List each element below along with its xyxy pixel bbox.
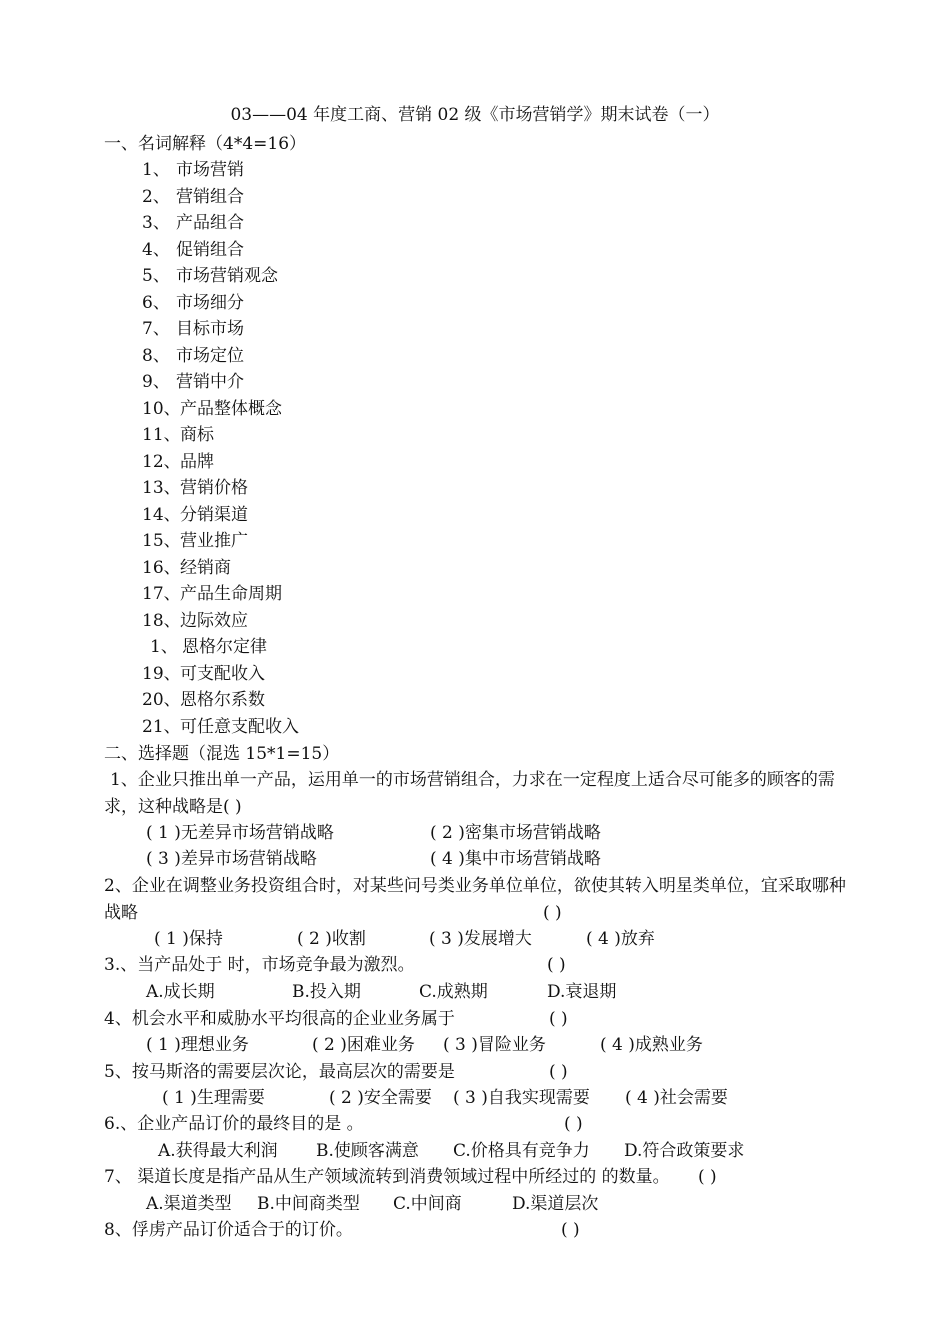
term-item — [142, 478, 248, 498]
q6-option-c: C.价格具有竞争力 — [453, 1141, 590, 1161]
term-item — [142, 425, 214, 445]
term-text: 分销渠道 — [180, 504, 248, 525]
q7-line1: 7、 渠道长度是指产品从生产领域流转到消费领域过程中所经过的 的数量。 — [104, 1167, 670, 1187]
term-text: 市场营销观念 — [176, 266, 278, 286]
term-item — [142, 213, 244, 233]
term-number: 21、 — [142, 716, 181, 737]
q6-option-a: A.获得最大利润 — [158, 1141, 278, 1161]
q6-line1: 6.、企业产品订价的最终目的是 。 — [104, 1114, 364, 1134]
term-number: 17、 — [142, 584, 181, 604]
q8-line1: 8、俘虏产品订价适合于的订价。 — [104, 1220, 353, 1240]
q3-answer-blank: ( ) — [547, 955, 566, 975]
term-number: 8、 — [142, 345, 170, 366]
term-number: 15、 — [142, 531, 181, 551]
q1-option-4: ( 4 )集中市场营销战略 — [430, 849, 601, 869]
term-number: 1、 — [142, 160, 170, 180]
term-item — [142, 160, 244, 180]
q4-line1: 4、机会水平和威胁水平均很高的企业业务属于 — [104, 1009, 455, 1029]
term-text: 营销中介 — [176, 372, 244, 392]
q4-answer-blank: ( ) — [549, 1009, 568, 1029]
term-text: 恩格尔系数 — [180, 690, 265, 710]
term-text: 经销商 — [180, 557, 231, 578]
q7-option-a: A.渠道类型 — [146, 1194, 232, 1214]
term-number: 4、 — [142, 239, 170, 260]
term-text: 可支配收入 — [180, 663, 265, 684]
term-item — [142, 452, 214, 472]
term-number: 14、 — [142, 504, 181, 525]
term-number: 5、 — [142, 266, 170, 286]
q2-option-4: ( 4 )放弃 — [586, 929, 655, 949]
q7-option-c: C.中间商 — [393, 1194, 462, 1214]
term-text: 商标 — [180, 425, 214, 445]
term-number: 3、 — [142, 213, 170, 233]
term-number: 18、 — [142, 610, 181, 631]
term-text: 营销组合 — [176, 186, 244, 207]
q5-line1: 5、按马斯洛的需要层次论，最高层次的需要是 — [104, 1062, 455, 1082]
q3-option-d: D.衰退期 — [547, 982, 617, 1002]
term-item — [142, 611, 248, 631]
q8-answer-blank: ( ) — [561, 1220, 580, 1240]
q1-option-2: ( 2 )密集市场营销战略 — [430, 823, 601, 843]
term-item — [142, 399, 282, 419]
term-item — [142, 372, 244, 392]
q4-option-1: ( 1 )理想业务 — [146, 1035, 249, 1055]
term-number: 9、 — [142, 372, 170, 392]
exam-title: 03——04 年度工商、营销 02 级《市场营销学》期末试卷（一） — [230, 105, 720, 125]
q1-option-3: ( 3 )差异市场营销战略 — [146, 849, 317, 869]
q7-option-b: B.中间商类型 — [257, 1194, 360, 1214]
q6-answer-blank: ( ) — [564, 1114, 583, 1134]
term-text: 目标市场 — [176, 319, 244, 339]
q4-option-3: ( 3 )冒险业务 — [443, 1035, 546, 1055]
term-item — [142, 558, 231, 578]
q5-answer-blank: ( ) — [549, 1062, 568, 1082]
q2-option-3: ( 3 )发展增大 — [429, 929, 532, 949]
term-item — [142, 266, 278, 286]
q6-option-d: D.符合政策要求 — [624, 1141, 745, 1161]
term-number: 7、 — [142, 319, 170, 339]
q2-option-1: ( 1 )保持 — [154, 929, 223, 949]
term-text: 边际效应 — [180, 610, 248, 631]
q3-option-a: A.成长期 — [146, 982, 215, 1002]
term-text: 品牌 — [180, 451, 214, 472]
term-item — [142, 584, 282, 604]
section1-heading: 一、名词解释（4*4=16） — [104, 134, 307, 154]
term-text: 产品整体概念 — [180, 398, 282, 419]
term-item — [142, 240, 244, 260]
term-text: 产品组合 — [176, 213, 244, 233]
q5-option-3: ( 3 )自我实现需要 — [453, 1088, 590, 1108]
term-item — [142, 346, 244, 366]
term-text: 市场细分 — [176, 292, 244, 313]
term-text: 产品生命周期 — [180, 584, 282, 604]
q1-line1: 1、企业只推出单一产品，运用单一的市场营销组合，力求在一定程度上适合尽可能多的顾客的需 — [110, 770, 835, 790]
term-number: 16、 — [142, 557, 181, 578]
q3-line1: 3.、当产品处于 时，市场竞争最为激烈。 — [104, 955, 415, 975]
term-text: 可任意支配收入 — [180, 716, 299, 737]
section2-heading: 二、选择题（混选 15*1=15） — [104, 744, 340, 764]
term-text: 市场定位 — [176, 345, 244, 366]
q7-answer-blank: ( ) — [698, 1167, 717, 1187]
term-item — [142, 690, 265, 710]
q3-option-b: B.投入期 — [292, 982, 361, 1002]
q5-option-4: ( 4 )社会需要 — [625, 1088, 728, 1108]
term-item — [142, 293, 244, 313]
q5-option-2: ( 2 )安全需要 — [329, 1088, 432, 1108]
q4-option-2: ( 2 )困难业务 — [312, 1035, 415, 1055]
term-number: 12、 — [142, 451, 181, 472]
term-item — [142, 505, 248, 525]
q7-option-d: D.渠道层次 — [512, 1194, 599, 1214]
q2-line1: 2、企业在调整业务投资组合时，对某些问号类业务单位单位，欲使其转入明星类单位，宜采取哪种 — [104, 876, 846, 896]
term-text: 市场营销 — [176, 160, 244, 180]
q3-option-c: C.成熟期 — [419, 982, 488, 1002]
q2-answer-blank: ( ) — [543, 903, 562, 923]
term-text: 恩格尔定律 — [182, 637, 267, 657]
q5-option-1: ( 1 )生理需要 — [162, 1088, 265, 1108]
q1-option-1: ( 1 )无差异市场营销战略 — [146, 823, 334, 843]
term-number: 20、 — [142, 690, 181, 710]
term-text: 营业推广 — [180, 531, 248, 551]
term-number: 6、 — [142, 292, 170, 313]
term-item — [142, 187, 244, 207]
term-number: 19、 — [142, 663, 181, 684]
term-item — [142, 319, 244, 339]
q4-option-4: ( 4 )成熟业务 — [600, 1035, 703, 1055]
term-text: 营销价格 — [180, 478, 248, 498]
q2-option-2: ( 2 )收割 — [297, 929, 366, 949]
term-number: 1、 — [150, 637, 178, 657]
q1-line2: 求，这种战略是( ) — [104, 797, 242, 817]
term-number: 13、 — [142, 478, 181, 498]
term-item — [142, 664, 265, 684]
term-number: 2、 — [142, 186, 170, 207]
term-number: 10、 — [142, 398, 181, 419]
term-item — [142, 717, 299, 737]
term-number: 11、 — [142, 425, 181, 445]
q2-line2: 战略 — [104, 903, 138, 923]
term-item — [150, 637, 267, 657]
q6-option-b: B.使顾客满意 — [316, 1141, 419, 1161]
term-item — [142, 531, 248, 551]
term-text: 促销组合 — [176, 239, 244, 260]
